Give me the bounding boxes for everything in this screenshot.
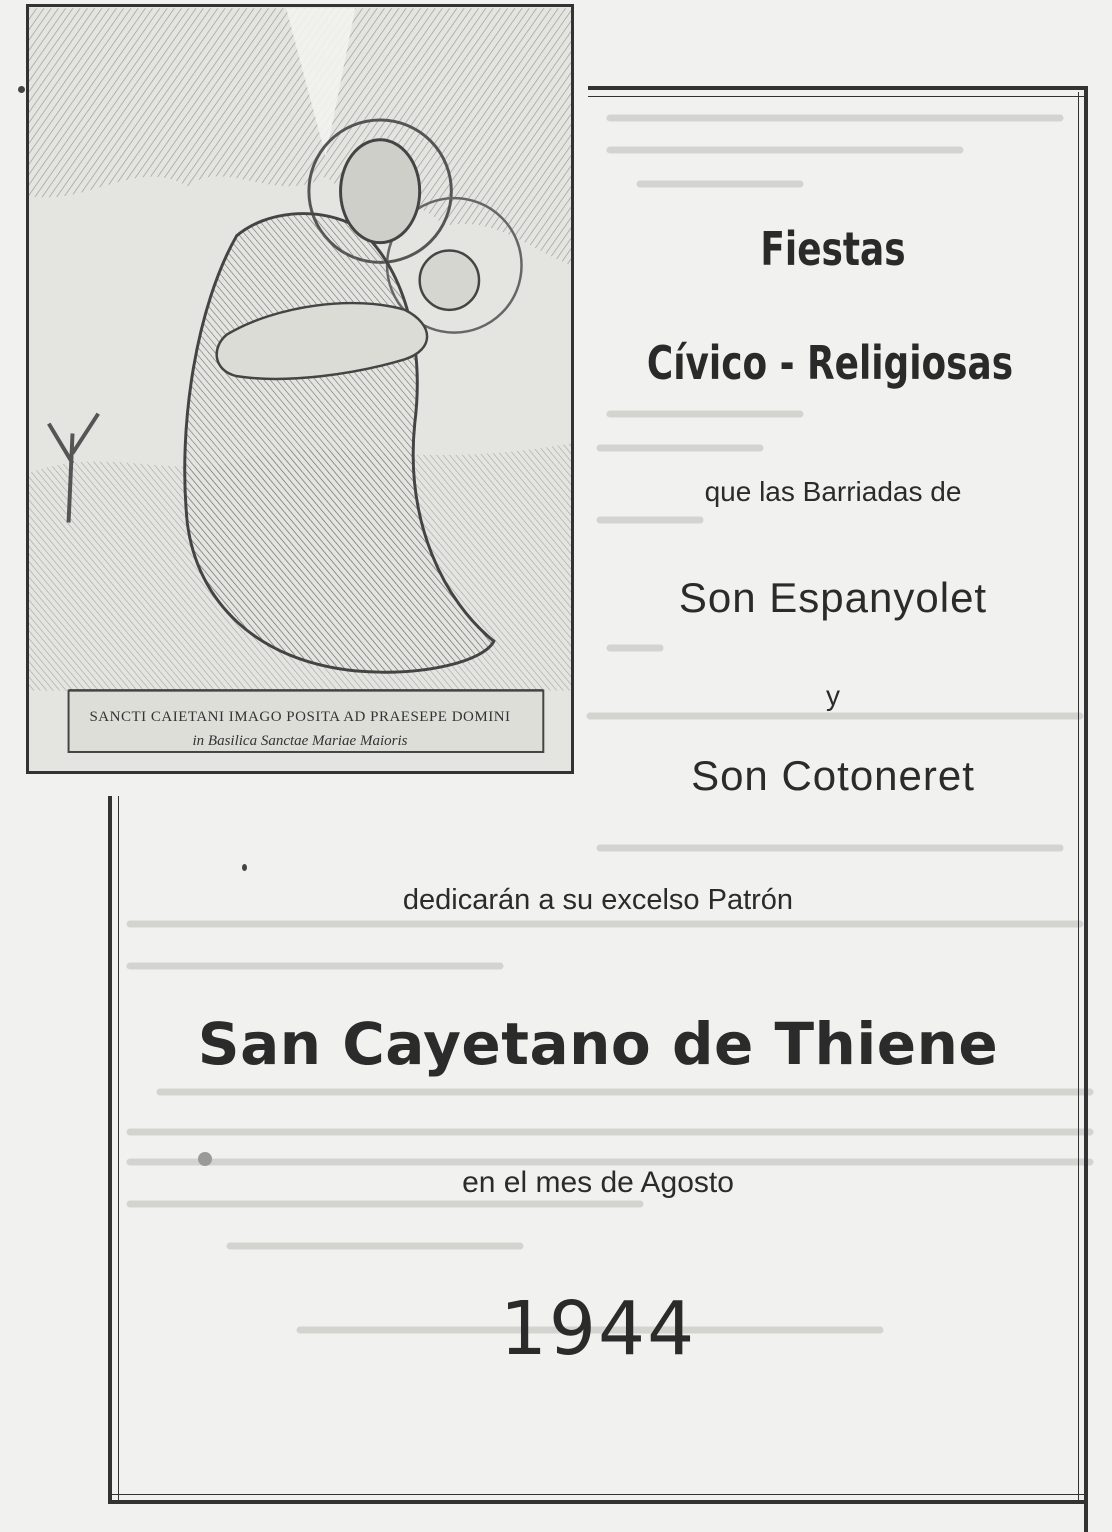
month-text: en el mes de Agosto <box>462 1166 734 1199</box>
saint-name: San Cayetano de Thiene <box>197 1010 999 1078</box>
ink-speck <box>18 86 25 93</box>
engraving-caption-line2: in Basilica Sanctae Mariae Maioris <box>192 733 408 749</box>
ink-speck <box>198 1152 212 1166</box>
conjunction-y: y <box>826 680 840 711</box>
year-text: 1944 <box>499 1286 697 1372</box>
ink-speck <box>242 864 247 871</box>
dedication-text: dedicarán a su excelso Patrón <box>402 884 794 916</box>
district-son-cotoneret: Son Cotoneret <box>691 752 975 799</box>
intro-text: que las Barriadas de <box>704 476 962 507</box>
district-son-espanyolet: Son Espanyolet <box>678 574 988 621</box>
saint-engraving <box>26 4 574 774</box>
title-fiestas: Fiestas <box>760 222 906 276</box>
engraving-caption-line1: SANCTI CAIETANI IMAGO POSITA AD PRAESEPE DOMINI <box>89 709 511 725</box>
engraving-illustration <box>29 7 571 771</box>
title-civico-religiosas: Cívico - Religiosas <box>646 336 1014 390</box>
